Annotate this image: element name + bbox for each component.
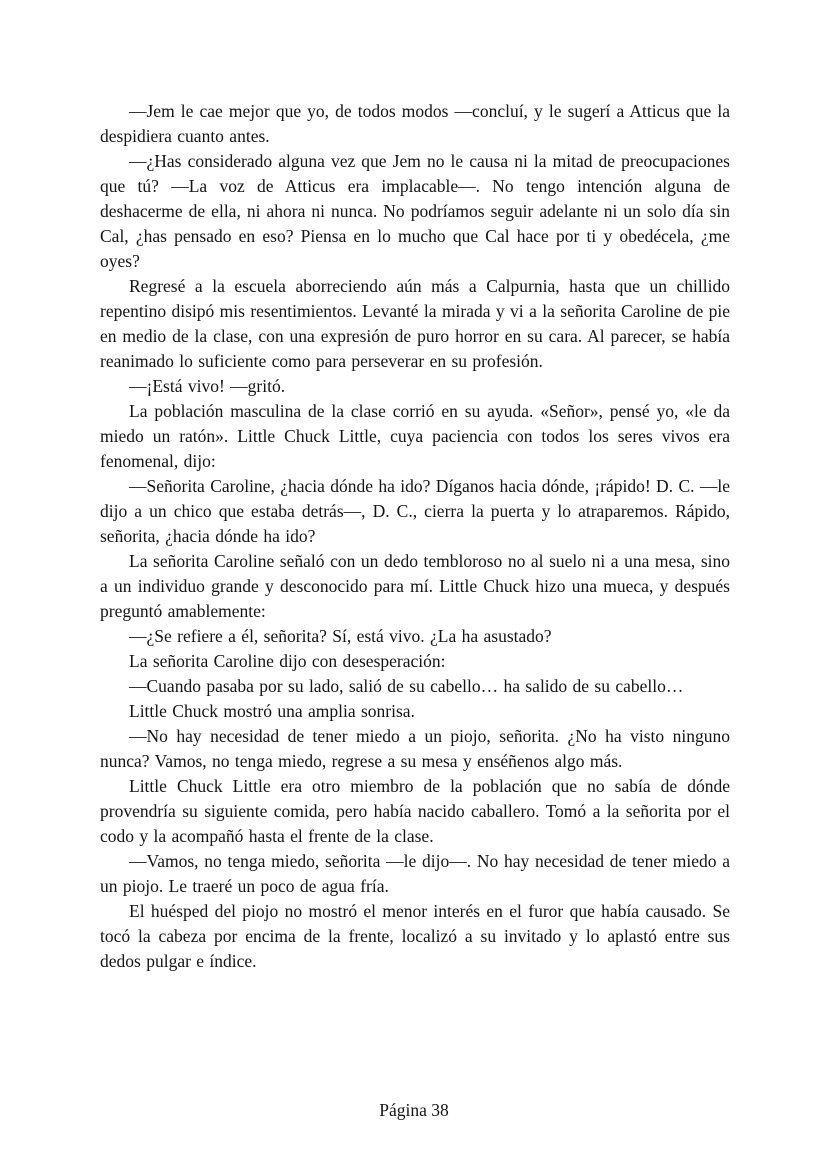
paragraph: La señorita Caroline dijo con desesperación: xyxy=(129,651,446,671)
paragraph: —¡Está vivo! —gritó. xyxy=(129,376,286,396)
page-number: Página 38 xyxy=(379,1100,449,1120)
paragraph: —Cuando pasaba por su lado, salió de su cabello… ha salido de su cabello… xyxy=(129,676,684,696)
paragraph: La población masculina de la clase corrió en su ayuda. «Señor», pensé yo, «le da miedo un ratón». Little Chuck Little, cuya paciencia con todos los seres vivos era fenomenal, dijo: xyxy=(100,401,730,471)
paragraph: Regresé a la escuela aborreciendo aún más a Calpurnia, hasta que un chillido repentino disipó mis resentimientos. Levanté la mirada y vi a la señorita Caroline de pie en medio de la clase, con una expresión de puro horror en su cara. Al parecer, se había reanimado lo suficiente como para perseverar en su profesión. xyxy=(100,276,730,371)
paragraph: —No hay necesidad de tener miedo a un piojo, señorita. ¿No ha visto ninguno nunca? Vamos, no tenga miedo, regrese a su mesa y enséñenos algo más. xyxy=(100,726,730,771)
paragraph: —¿Se refiere a él, señorita? Sí, está vivo. ¿La ha asustado? xyxy=(129,626,552,646)
paragraph: —Jem le cae mejor que yo, de todos modos —concluí, y le sugerí a Atticus que la despidiera cuanto antes. xyxy=(100,101,730,146)
paragraph: Little Chuck Little era otro miembro de la población que no sabía de dónde provendría su siguiente comida, pero había nacido caballero. Tomó a la señorita por el codo y la acompañó hasta el frente de la clase. xyxy=(100,776,730,846)
paragraph: La señorita Caroline señaló con un dedo tembloroso no al suelo ni a una mesa, sino a un individuo grande y desconocido para mí. Little Chuck hizo una mueca, y después preguntó amablemente: xyxy=(100,551,730,621)
paragraph: —Vamos, no tenga miedo, señorita —le dijo—. No hay necesidad de tener miedo a un piojo. Le traeré un poco de agua fría. xyxy=(100,851,730,896)
paragraph: —Señorita Caroline, ¿hacia dónde ha ido? Díganos hacia dónde, ¡rápido! D. C. —le dijo a un chico que estaba detrás—, D. C., cierra la puerta y lo atraparemos. Rápido, señorita, ¿hacia dónde ha ido? xyxy=(100,476,730,546)
paragraph: —¿Has considerado alguna vez que Jem no le causa ni la mitad de preocupaciones que tú? —La voz de Atticus era implacable—. No tengo intención alguna de deshacerme de ella, ni ahora ni nunca. No podríamos seguir adelante ni un solo día sin Cal, ¿has pensado en eso? Piensa en lo mucho que Cal hace por ti y obedécela, ¿me oyes? xyxy=(100,151,730,271)
page-body xyxy=(100,99,730,974)
paragraph: El huésped del piojo no mostró el menor interés en el furor que había causado. Se tocó la cabeza por encima de la frente, localizó a su invitado y lo aplastó entre sus dedos pulgar e índice. xyxy=(100,901,730,971)
paragraph: Little Chuck mostró una amplia sonrisa. xyxy=(129,701,415,721)
